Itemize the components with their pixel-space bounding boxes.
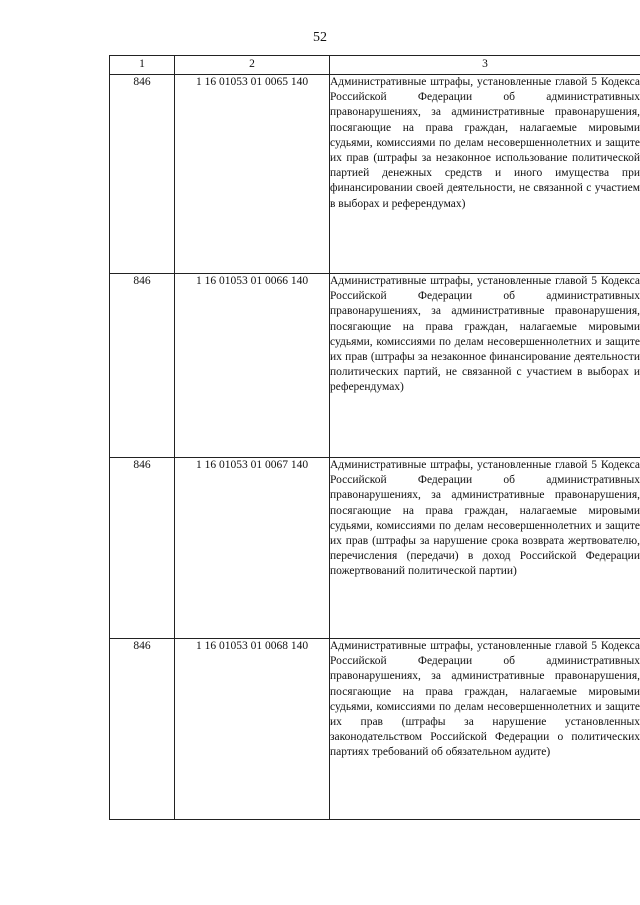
administrator-code: 846 [110,75,175,274]
revenue-description: Административные штрафы, установленные главой 5 Кодекса Российской Федерации об административных правонарушениях, за административные правонарушения, посягающие на права граждан, налагаемые мировыми судьями, комиссиями по делам несовершеннолетних и защите их прав (штрафы за нарушение установленных законодательством Российской Федерации о политических партиях требований об обязательном аудите) [330,639,640,820]
table-row [110,75,640,274]
page-number: 52 [313,30,327,45]
column-header-1: 1 [110,56,175,75]
table-row [110,458,640,639]
administrator-code: 846 [110,274,175,458]
budget-classification-code: 1 16 01053 01 0068 140 [175,639,330,820]
revenue-description: Административные штрафы, установленные главой 5 Кодекса Российской Федерации об административных правонарушениях, за административные правонарушения, посягающие на права граждан, налагаемые мировыми судьями, комиссиями по делам несовершеннолетних и защите их прав (штрафы за незаконное использование политической партией денежных средств и иного имущества при финансировании своей деятельности, не связанной с участием в выборах и референдумах) [330,75,640,274]
table-row [110,274,640,458]
table-row [110,639,640,820]
budget-classification-code: 1 16 01053 01 0066 140 [175,274,330,458]
column-header-2: 2 [175,56,330,75]
budget-codes-table [109,55,640,820]
budget-classification-code: 1 16 01053 01 0065 140 [175,75,330,274]
table-header-row [110,56,640,75]
budget-classification-code: 1 16 01053 01 0067 140 [175,458,330,639]
revenue-description: Административные штрафы, установленные главой 5 Кодекса Российской Федерации об административных правонарушениях, за административные правонарушения, посягающие на права граждан, налагаемые мировыми судьями, комиссиями по делам несовершеннолетних и защите их прав (штрафы за незаконное финансирование деятельности политических партий, не связанной с участием в выборах и референдумах) [330,274,640,458]
revenue-description: Административные штрафы, установленные главой 5 Кодекса Российской Федерации об административных правонарушениях, за административные правонарушения, посягающие на права граждан, налагаемые мировыми судьями, комиссиями по делам несовершеннолетних и защите их прав (штрафы за нарушение срока возврата жертвователю, перечисления (передачи) в доход Российской Федерации пожертвований политической партии) [330,458,640,639]
administrator-code: 846 [110,458,175,639]
column-header-3: 3 [330,56,640,75]
administrator-code: 846 [110,639,175,820]
